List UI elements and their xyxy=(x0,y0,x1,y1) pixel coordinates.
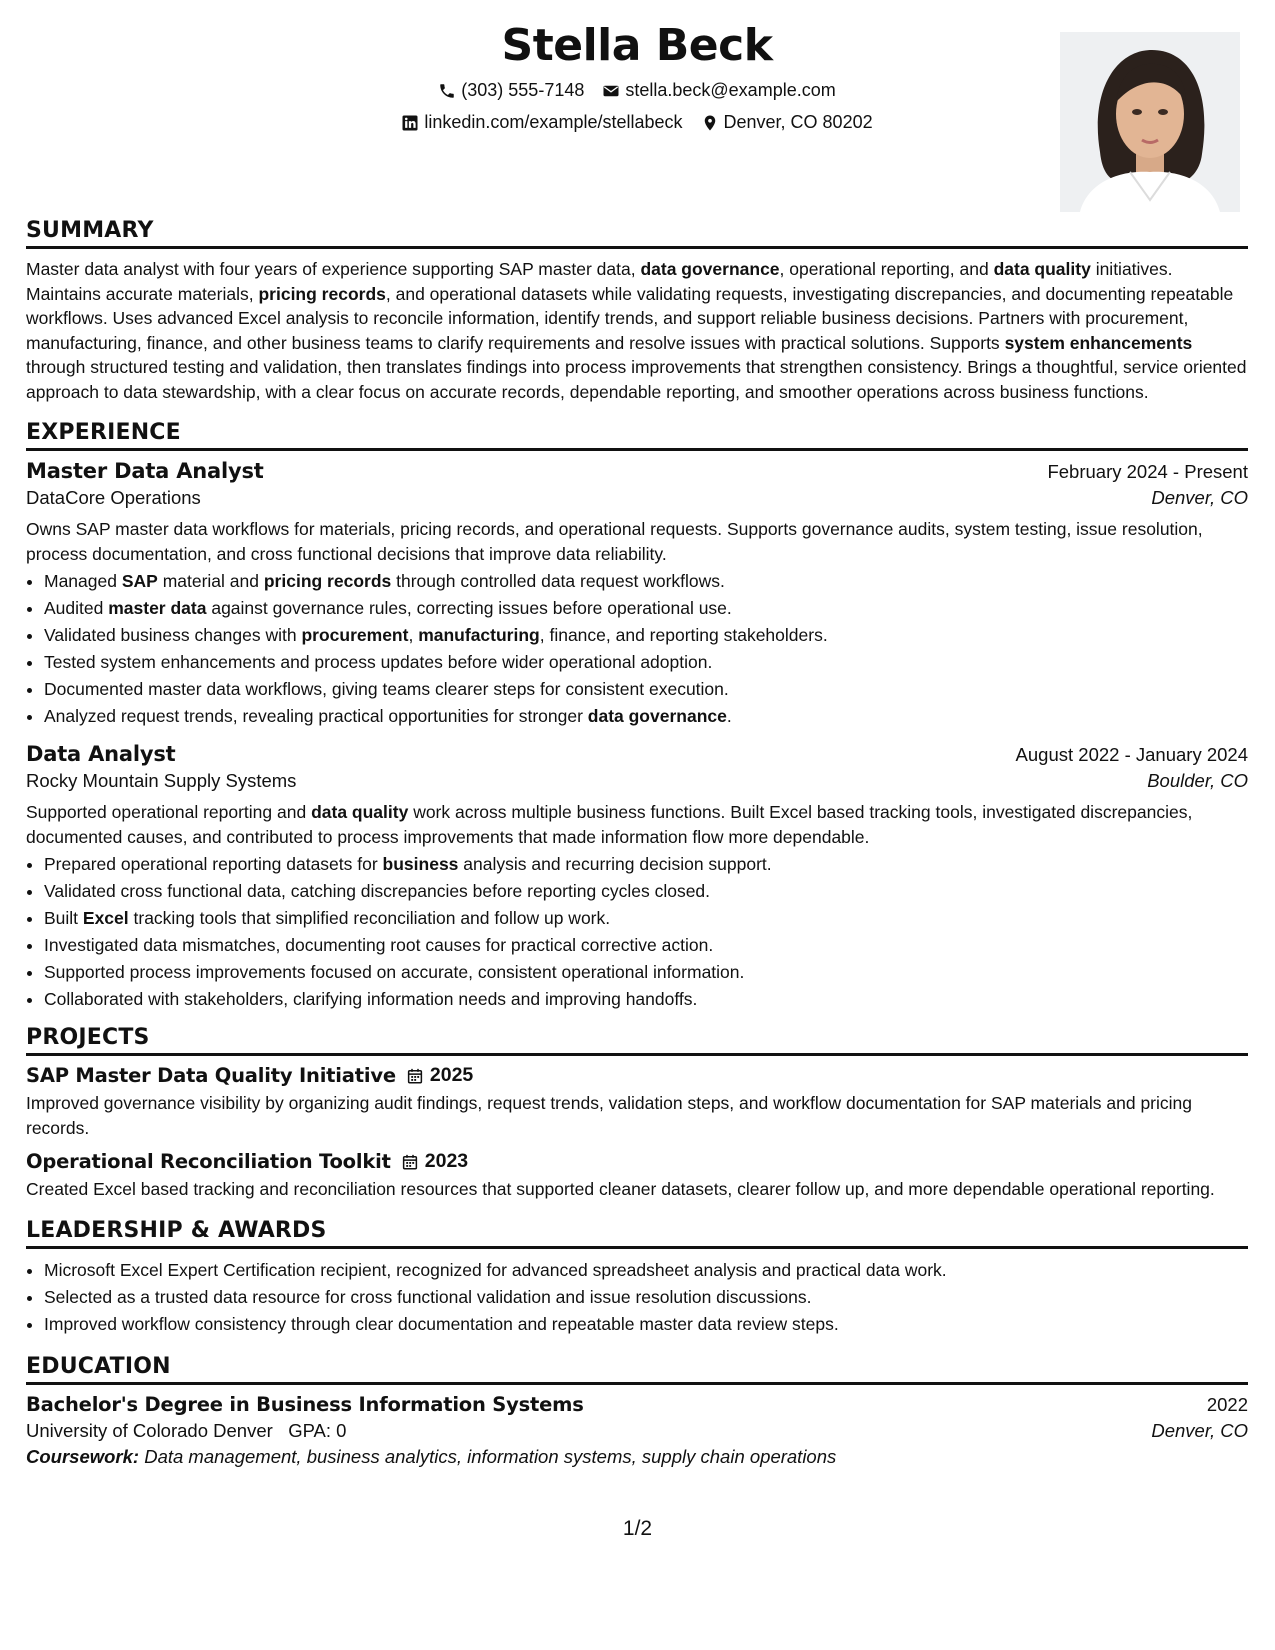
location-text: Denver, CO 80202 xyxy=(723,112,873,132)
job-location: Denver, CO xyxy=(1151,487,1248,508)
job-company: DataCore Operations xyxy=(26,487,201,508)
envelope-icon xyxy=(602,82,620,100)
project-year: 2023 xyxy=(424,1150,469,1172)
job-bullets xyxy=(26,851,1248,1013)
coursework-label: Coursework: xyxy=(26,1445,140,1467)
list-item: • Supported process improvements focused on accurate, consistent operational information. xyxy=(44,959,1248,986)
coursework xyxy=(26,1446,1248,1468)
list-item: • Prepared operational reporting datasets for business analysis and recurring decision support. xyxy=(44,851,1248,878)
list-item: • Validated business changes with procurement, manufacturing, finance, and reporting stakeholders. xyxy=(44,622,1248,649)
education-heading: EDUCATION xyxy=(26,1354,1248,1385)
list-item: • Tested system enhancements and process updates before wider operational adoption. xyxy=(44,649,1248,676)
experience-section xyxy=(26,420,1248,1013)
list-item: • Audited master data against governance rules, correcting issues before operational use. xyxy=(44,595,1248,622)
gpa: GPA: 0 xyxy=(288,1419,347,1441)
experience-heading: EXPERIENCE xyxy=(26,420,1248,451)
list-item: • Selected as a trusted data resource for cross functional validation and issue resolution discussions. xyxy=(44,1284,1248,1311)
linkedin-contact[interactable] xyxy=(401,112,682,133)
project-entry xyxy=(26,1150,1248,1202)
list-item: • Microsoft Excel Expert Certification recipient, recognized for advanced spreadsheet analysis and practical data work. xyxy=(44,1257,1248,1284)
project-year: 2025 xyxy=(429,1064,474,1086)
job-entry xyxy=(26,459,1248,730)
email-contact[interactable] xyxy=(602,80,835,101)
job-bullets xyxy=(26,568,1248,730)
list-item: • Built Excel tracking tools that simplified reconciliation and follow up work. xyxy=(44,905,1248,932)
candidate-name: Stella Beck xyxy=(501,20,773,71)
coursework-text: Data management, business analytics, information systems, supply chain operations xyxy=(144,1445,837,1467)
portrait-image xyxy=(1060,32,1240,212)
calendar-icon xyxy=(401,1153,419,1171)
project-entry xyxy=(26,1064,1248,1140)
linkedin-icon xyxy=(401,114,419,132)
job-entry xyxy=(26,742,1248,1013)
email-text[interactable]: stella.beck@example.com xyxy=(625,80,836,100)
page-number: 1/2 xyxy=(622,1517,653,1540)
job-description: Supported operational reporting and data quality work across multiple business functions. Built Excel based tracking tools, investigated discrepancies, documented causes, and contributed to process improvements that made information flow more dependable. xyxy=(26,802,1193,847)
job-location: Boulder, CO xyxy=(1147,770,1248,791)
list-item: • Analyzed request trends, revealing practical opportunities for stronger data governance. xyxy=(44,703,1248,730)
graduation-year: 2022 xyxy=(1206,1393,1248,1415)
school-name: University of Colorado Denver xyxy=(26,1419,273,1441)
project-year-group xyxy=(401,1150,468,1173)
project-title: SAP Master Data Quality Initiative xyxy=(26,1064,396,1087)
project-description: Improved governance visibility by organizing audit findings, request trends, validation steps, and workflow documentation for SAP materials and pricing records. xyxy=(26,1093,1192,1138)
resume-header xyxy=(26,0,1248,218)
job-title: Master Data Analyst xyxy=(26,459,264,483)
phone-icon xyxy=(438,82,456,100)
map-pin-icon xyxy=(701,114,719,132)
list-item: • Collaborated with stakeholders, clarifying information needs and improving handoffs. xyxy=(44,986,1248,1013)
leadership-list xyxy=(26,1257,1248,1338)
list-item: • Investigated data mismatches, documenting root causes for practical corrective action. xyxy=(44,932,1248,959)
job-dates: February 2024 - Present xyxy=(1047,461,1248,482)
project-title: Operational Reconciliation Toolkit xyxy=(26,1150,391,1173)
projects-heading: PROJECTS xyxy=(26,1025,1248,1056)
project-year-group xyxy=(406,1064,473,1087)
list-item: • Improved workflow consistency through clear documentation and repeatable master data review steps. xyxy=(44,1311,1248,1338)
school-location: Denver, CO xyxy=(1151,1419,1248,1441)
phone-text: (303) 555-7148 xyxy=(461,80,585,100)
school-line xyxy=(26,1420,346,1442)
job-title: Data Analyst xyxy=(26,742,176,766)
education-section xyxy=(26,1354,1248,1468)
phone-contact xyxy=(438,80,584,101)
summary-section xyxy=(26,218,1248,404)
calendar-icon xyxy=(406,1067,424,1085)
profile-photo xyxy=(1060,32,1240,212)
location-contact xyxy=(701,112,873,133)
project-description: Created Excel based tracking and reconciliation resources that supported cleaner datasets, clearer follow up, and more dependable operational reporting. xyxy=(26,1179,1215,1199)
degree-title: Bachelor's Degree in Business Information Systems xyxy=(26,1392,584,1416)
job-company: Rocky Mountain Supply Systems xyxy=(26,770,297,791)
linkedin-text[interactable]: linkedin.com/example/stellabeck xyxy=(424,112,683,132)
projects-section xyxy=(26,1025,1248,1202)
job-description: Owns SAP master data workflows for materials, pricing records, and operational requests. Supports governance audits, system testing, issue resolution, process documentation, and cross functional decisions that improve data reliability. xyxy=(26,519,1203,564)
summary-text: Master data analyst with four years of experience supporting SAP master data, data governance, operational reporting, and data quality initiatives. Maintains accurate materials, pricing records, and operational datasets while validating requests, investigating discrepancies, and documenting repeatable workflows. Uses advanced Excel analysis to reconcile information, identify trends, and support reliable business decisions. Partners with procurement, manufacturing, finance, and other business teams to clarify requirements and resolve issues with practical solutions. Supports system enhancements through structured testing and validation, then translates findings into process improvements that strengthen consistency. Brings a thoughtful, service oriented approach to data stewardship, with a clear focus on accurate records, dependable reporting, and smoother operations across business functions. xyxy=(26,259,1247,402)
leadership-heading: LEADERSHIP & AWARDS xyxy=(26,1218,1248,1249)
resume-page xyxy=(26,0,1248,1484)
list-item: • Validated cross functional data, catching discrepancies before reporting cycles closed. xyxy=(44,878,1248,905)
list-item: • Documented master data workflows, giving teams clearer steps for consistent execution. xyxy=(44,676,1248,703)
summary-heading: SUMMARY xyxy=(26,218,1248,249)
list-item: • Managed SAP material and pricing records through controlled data request workflows. xyxy=(44,568,1248,595)
job-dates: August 2022 - January 2024 xyxy=(1015,744,1248,765)
leadership-section xyxy=(26,1218,1248,1338)
